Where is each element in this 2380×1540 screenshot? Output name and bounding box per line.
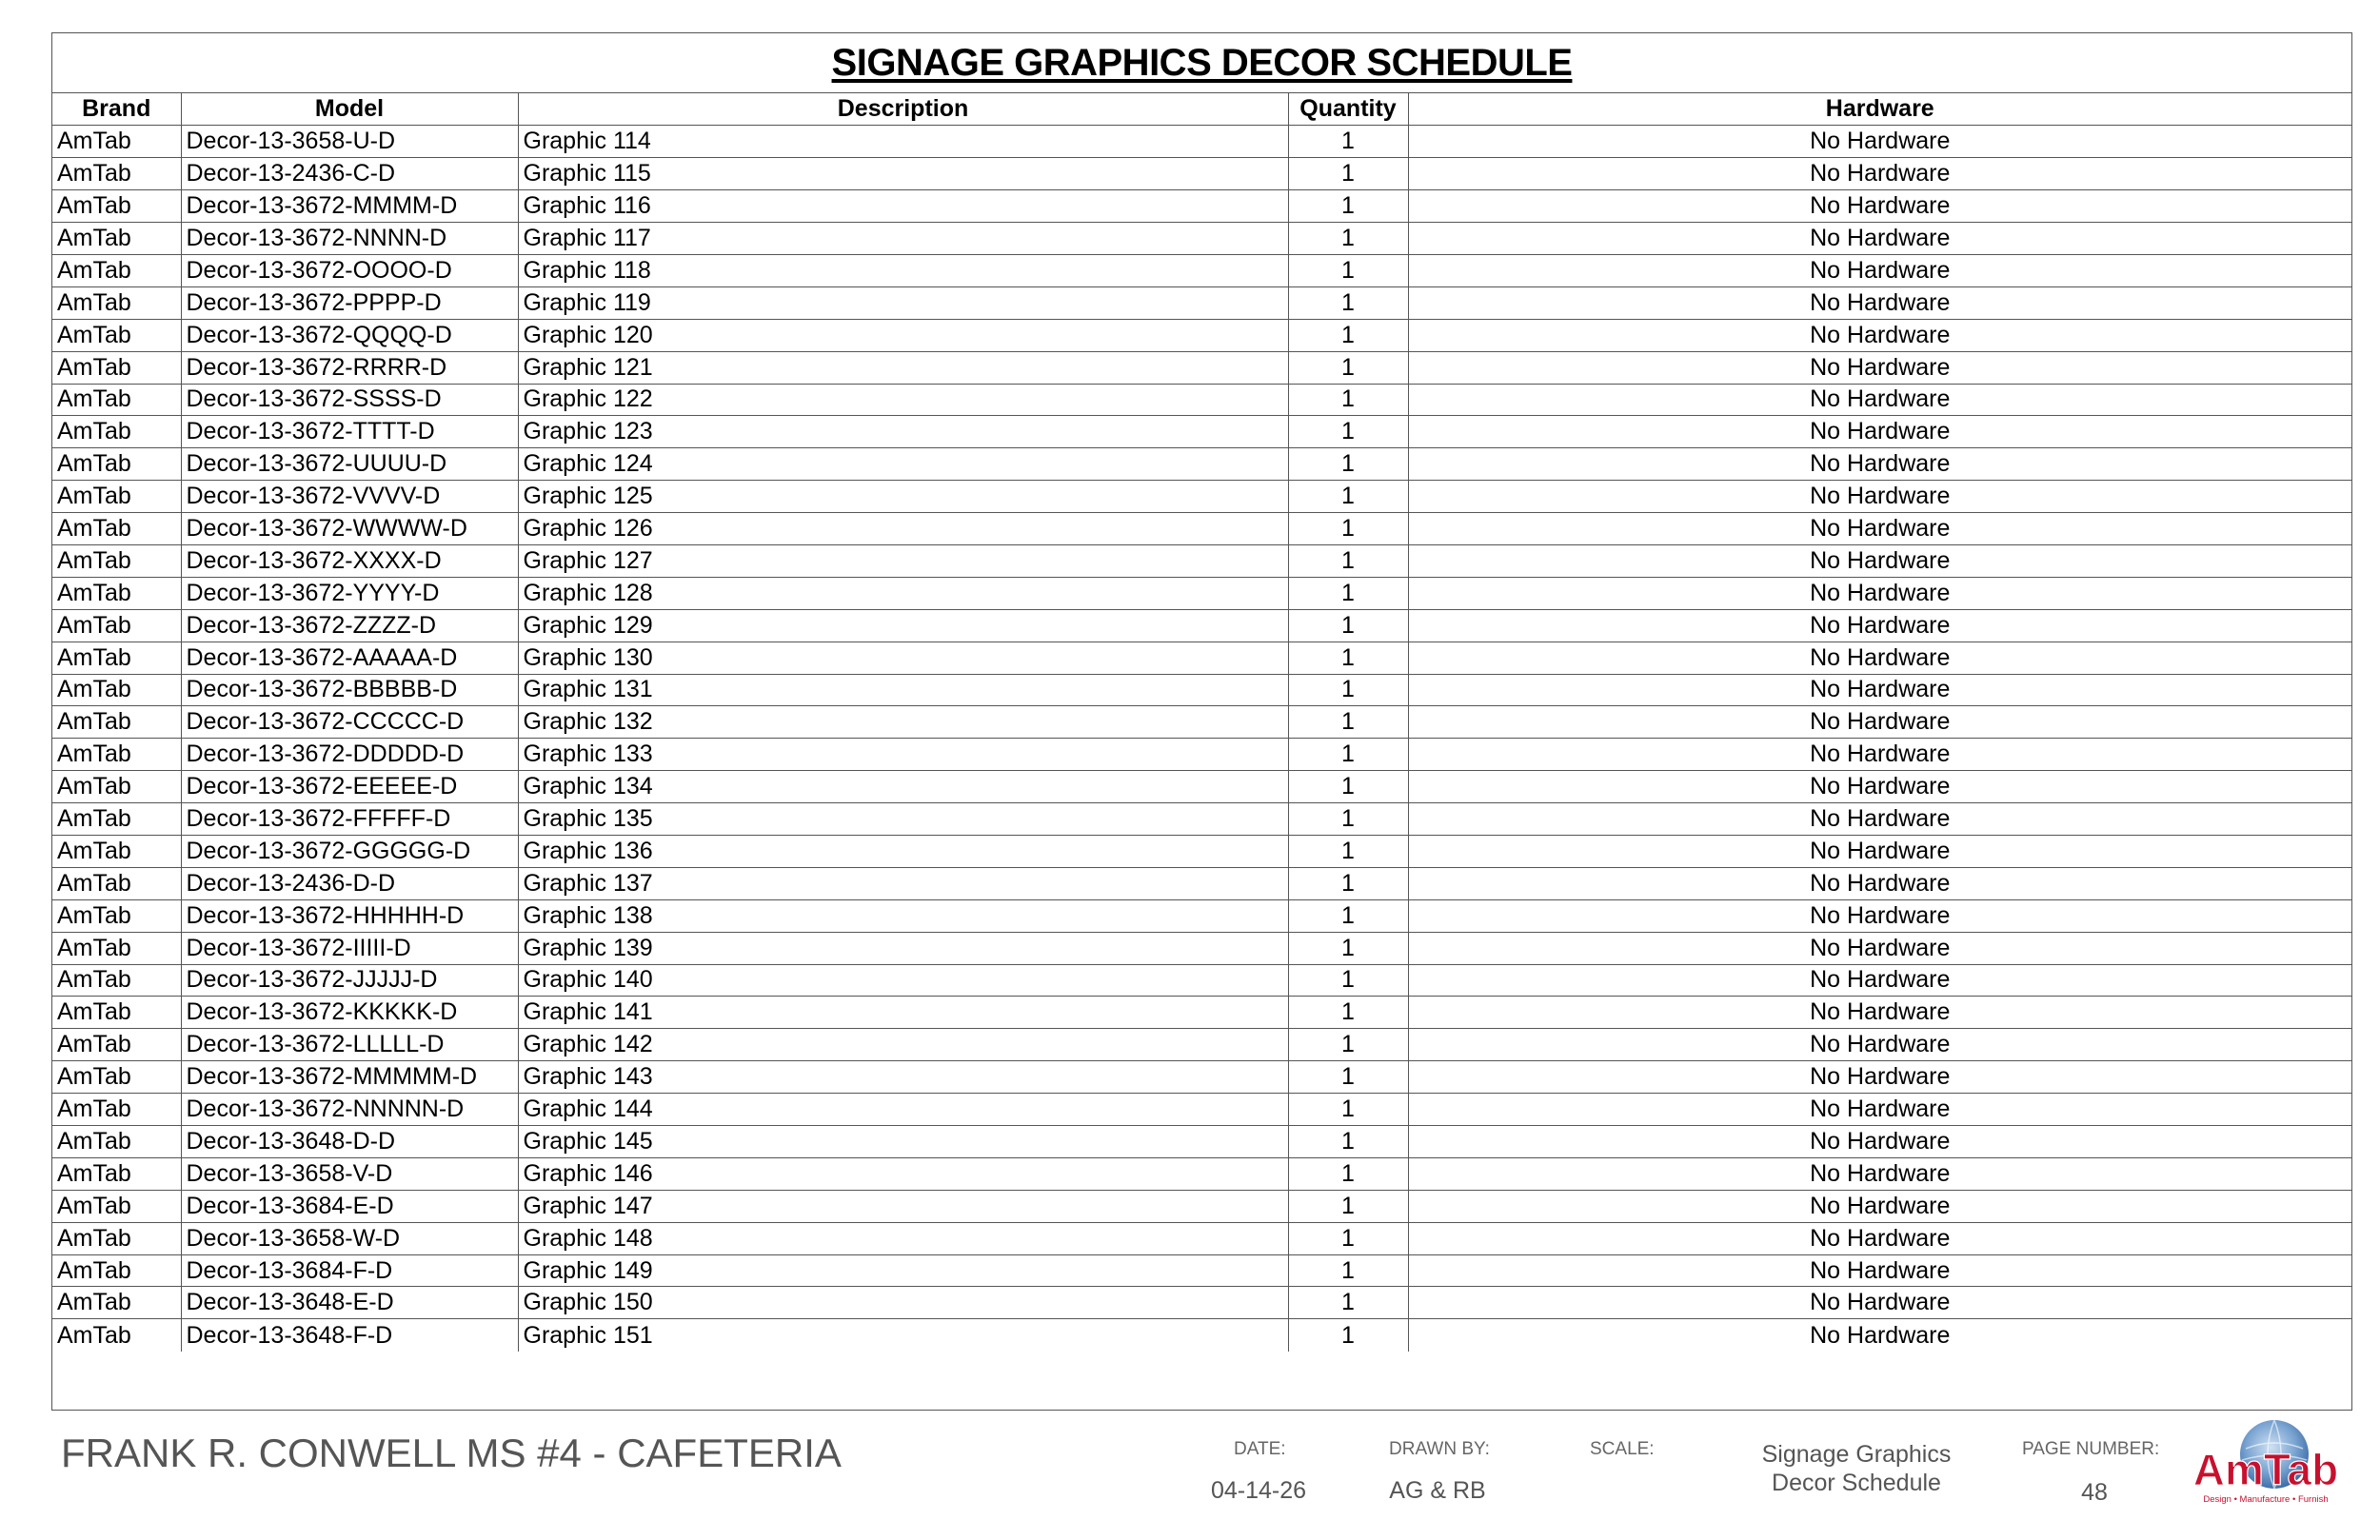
cell-brand: AmTab <box>52 1126 181 1158</box>
column-header-model: Model <box>181 93 518 126</box>
table-row <box>52 739 2351 771</box>
cell-hardware: No Hardware <box>1408 932 2351 964</box>
cell-brand: AmTab <box>52 1190 181 1222</box>
scale-label: SCALE: <box>1590 1439 1655 1459</box>
cell-quantity: 1 <box>1288 1094 1408 1126</box>
cell-quantity: 1 <box>1288 867 1408 899</box>
table-row <box>52 190 2351 223</box>
cell-hardware: No Hardware <box>1408 416 2351 448</box>
cell-hardware: No Hardware <box>1408 190 2351 223</box>
cell-brand: AmTab <box>52 739 181 771</box>
cell-brand: AmTab <box>52 513 181 545</box>
cell-brand: AmTab <box>52 448 181 481</box>
table-row <box>52 1287 2351 1319</box>
cell-quantity: 1 <box>1288 771 1408 803</box>
cell-brand: AmTab <box>52 1094 181 1126</box>
table-row <box>52 351 2351 384</box>
sheet-title-line-1: Signage Graphics <box>1761 1441 1952 1468</box>
table-row <box>52 481 2351 513</box>
cell-quantity: 1 <box>1288 642 1408 674</box>
cell-hardware: No Hardware <box>1408 126 2351 158</box>
cell-quantity: 1 <box>1288 384 1408 416</box>
cell-brand: AmTab <box>52 223 181 255</box>
cell-hardware: No Hardware <box>1408 286 2351 319</box>
drawn-by-label: DRAWN BY: <box>1389 1439 1490 1459</box>
table-row <box>52 1319 2351 1352</box>
cell-hardware: No Hardware <box>1408 771 2351 803</box>
column-header-hardware: Hardware <box>1408 93 2351 126</box>
table-row <box>52 544 2351 577</box>
cell-quantity: 1 <box>1288 544 1408 577</box>
cell-model: Decor-13-3672-MMMMM-D <box>181 1061 518 1094</box>
cell-hardware: No Hardware <box>1408 867 2351 899</box>
cell-hardware: No Hardware <box>1408 803 2351 836</box>
cell-model: Decor-13-3672-XXXX-D <box>181 544 518 577</box>
cell-hardware: No Hardware <box>1408 1157 2351 1190</box>
cell-brand: AmTab <box>52 254 181 286</box>
table-row <box>52 706 2351 739</box>
cell-model: Decor-13-3684-E-D <box>181 1190 518 1222</box>
schedule-table <box>52 93 2351 1352</box>
cell-brand: AmTab <box>52 319 181 351</box>
title-row <box>52 33 2351 93</box>
cell-brand: AmTab <box>52 674 181 706</box>
cell-description: Graphic 130 <box>518 642 1288 674</box>
cell-description: Graphic 137 <box>518 867 1288 899</box>
cell-quantity: 1 <box>1288 481 1408 513</box>
cell-model: Decor-13-3672-GGGGG-D <box>181 835 518 867</box>
table-row <box>52 384 2351 416</box>
cell-description: Graphic 125 <box>518 481 1288 513</box>
cell-quantity: 1 <box>1288 1029 1408 1061</box>
cell-quantity: 1 <box>1288 899 1408 932</box>
cell-brand: AmTab <box>52 1287 181 1319</box>
table-row <box>52 126 2351 158</box>
cell-brand: AmTab <box>52 771 181 803</box>
cell-quantity: 1 <box>1288 674 1408 706</box>
cell-brand: AmTab <box>52 1029 181 1061</box>
table-row <box>52 158 2351 190</box>
cell-model: Decor-13-3672-BBBBB-D <box>181 674 518 706</box>
page-number-value: 48 <box>2081 1479 2108 1506</box>
cell-brand: AmTab <box>52 481 181 513</box>
table-row <box>52 1061 2351 1094</box>
cell-quantity: 1 <box>1288 1157 1408 1190</box>
table-row <box>52 448 2351 481</box>
project-name: FRANK R. CONWELL MS #4 - CAFETERIA <box>61 1431 842 1475</box>
cell-hardware: No Hardware <box>1408 1061 2351 1094</box>
cell-model: Decor-13-3672-RRRR-D <box>181 351 518 384</box>
cell-description: Graphic 122 <box>518 384 1288 416</box>
cell-quantity: 1 <box>1288 997 1408 1029</box>
table-row <box>52 1222 2351 1254</box>
cell-description: Graphic 141 <box>518 997 1288 1029</box>
cell-brand: AmTab <box>52 835 181 867</box>
cell-model: Decor-13-3672-CCCCC-D <box>181 706 518 739</box>
cell-brand: AmTab <box>52 964 181 997</box>
cell-brand: AmTab <box>52 577 181 609</box>
cell-hardware: No Hardware <box>1408 1029 2351 1061</box>
cell-brand: AmTab <box>52 351 181 384</box>
cell-description: Graphic 129 <box>518 609 1288 642</box>
cell-quantity: 1 <box>1288 190 1408 223</box>
cell-quantity: 1 <box>1288 223 1408 255</box>
cell-brand: AmTab <box>52 416 181 448</box>
cell-model: Decor-13-3658-W-D <box>181 1222 518 1254</box>
cell-description: Graphic 149 <box>518 1254 1288 1287</box>
cell-description: Graphic 132 <box>518 706 1288 739</box>
cell-model: Decor-13-3672-SSSS-D <box>181 384 518 416</box>
table-row <box>52 223 2351 255</box>
cell-hardware: No Hardware <box>1408 254 2351 286</box>
cell-hardware: No Hardware <box>1408 706 2351 739</box>
cell-model: Decor-13-3658-U-D <box>181 126 518 158</box>
cell-hardware: No Hardware <box>1408 1126 2351 1158</box>
cell-description: Graphic 147 <box>518 1190 1288 1222</box>
table-row <box>52 286 2351 319</box>
cell-description: Graphic 143 <box>518 1061 1288 1094</box>
cell-description: Graphic 148 <box>518 1222 1288 1254</box>
cell-model: Decor-13-3672-AAAAA-D <box>181 642 518 674</box>
cell-quantity: 1 <box>1288 1190 1408 1222</box>
cell-brand: AmTab <box>52 803 181 836</box>
sheet-title-line-2: Decor Schedule <box>1772 1470 1941 1496</box>
cell-quantity: 1 <box>1288 706 1408 739</box>
cell-hardware: No Hardware <box>1408 997 2351 1029</box>
cell-quantity: 1 <box>1288 932 1408 964</box>
table-row <box>52 932 2351 964</box>
cell-quantity: 1 <box>1288 416 1408 448</box>
table-row <box>52 513 2351 545</box>
cell-hardware: No Hardware <box>1408 1222 2351 1254</box>
cell-description: Graphic 139 <box>518 932 1288 964</box>
header-row <box>52 93 2351 126</box>
cell-model: Decor-13-3672-KKKKK-D <box>181 997 518 1029</box>
cell-hardware: No Hardware <box>1408 513 2351 545</box>
cell-model: Decor-13-3672-IIIII-D <box>181 932 518 964</box>
cell-description: Graphic 136 <box>518 835 1288 867</box>
table-row <box>52 1254 2351 1287</box>
table-row <box>52 1094 2351 1126</box>
cell-description: Graphic 116 <box>518 190 1288 223</box>
cell-quantity: 1 <box>1288 1126 1408 1158</box>
table-row <box>52 1029 2351 1061</box>
cell-description: Graphic 151 <box>518 1319 1288 1352</box>
cell-hardware: No Hardware <box>1408 1319 2351 1352</box>
cell-brand: AmTab <box>52 932 181 964</box>
table-row <box>52 609 2351 642</box>
cell-quantity: 1 <box>1288 803 1408 836</box>
date-value: 04-14-26 <box>1210 1477 1307 1504</box>
cell-description: Graphic 115 <box>518 158 1288 190</box>
cell-hardware: No Hardware <box>1408 481 2351 513</box>
table-row <box>52 416 2351 448</box>
cell-description: Graphic 150 <box>518 1287 1288 1319</box>
cell-model: Decor-13-3672-QQQQ-D <box>181 319 518 351</box>
cell-model: Decor-13-3672-VVVV-D <box>181 481 518 513</box>
logo-wordmark: AmTab <box>2192 1445 2339 1494</box>
cell-hardware: No Hardware <box>1408 351 2351 384</box>
cell-brand: AmTab <box>52 126 181 158</box>
cell-brand: AmTab <box>52 642 181 674</box>
cell-model: Decor-13-3672-NNNN-D <box>181 223 518 255</box>
cell-brand: AmTab <box>52 544 181 577</box>
cell-quantity: 1 <box>1288 964 1408 997</box>
cell-description: Graphic 138 <box>518 899 1288 932</box>
cell-hardware: No Hardware <box>1408 223 2351 255</box>
table-row <box>52 674 2351 706</box>
column-header-brand: Brand <box>52 93 181 126</box>
cell-description: Graphic 142 <box>518 1029 1288 1061</box>
cell-description: Graphic 128 <box>518 577 1288 609</box>
cell-hardware: No Hardware <box>1408 158 2351 190</box>
cell-brand: AmTab <box>52 867 181 899</box>
cell-model: Decor-13-3672-JJJJJ-D <box>181 964 518 997</box>
logo-tagline: Design • Manufacture • Furnish <box>2203 1494 2329 1505</box>
cell-quantity: 1 <box>1288 254 1408 286</box>
cell-model: Decor-13-3672-NNNNN-D <box>181 1094 518 1126</box>
schedule-rows <box>52 126 2351 1352</box>
cell-quantity: 1 <box>1288 609 1408 642</box>
cell-brand: AmTab <box>52 1157 181 1190</box>
cell-description: Graphic 134 <box>518 771 1288 803</box>
cell-model: Decor-13-3672-HHHHH-D <box>181 899 518 932</box>
cell-quantity: 1 <box>1288 1254 1408 1287</box>
cell-hardware: No Hardware <box>1408 319 2351 351</box>
schedule-title: SIGNAGE GRAPHICS DECOR SCHEDULE <box>831 41 1573 84</box>
cell-description: Graphic 146 <box>518 1157 1288 1190</box>
cell-model: Decor-13-3672-FFFFF-D <box>181 803 518 836</box>
cell-brand: AmTab <box>52 1254 181 1287</box>
cell-hardware: No Hardware <box>1408 674 2351 706</box>
table-row <box>52 835 2351 867</box>
cell-hardware: No Hardware <box>1408 739 2351 771</box>
table-row <box>52 803 2351 836</box>
table-row <box>52 867 2351 899</box>
cell-model: Decor-13-3672-ZZZZ-D <box>181 609 518 642</box>
cell-hardware: No Hardware <box>1408 1094 2351 1126</box>
table-row <box>52 1126 2351 1158</box>
cell-model: Decor-13-3672-OOOO-D <box>181 254 518 286</box>
cell-brand: AmTab <box>52 1319 181 1352</box>
cell-quantity: 1 <box>1288 1319 1408 1352</box>
cell-brand: AmTab <box>52 1222 181 1254</box>
cell-description: Graphic 119 <box>518 286 1288 319</box>
cell-description: Graphic 127 <box>518 544 1288 577</box>
cell-brand: AmTab <box>52 706 181 739</box>
cell-quantity: 1 <box>1288 739 1408 771</box>
cell-quantity: 1 <box>1288 351 1408 384</box>
cell-quantity: 1 <box>1288 1222 1408 1254</box>
cell-quantity: 1 <box>1288 126 1408 158</box>
cell-brand: AmTab <box>52 1061 181 1094</box>
cell-hardware: No Hardware <box>1408 642 2351 674</box>
table-row <box>52 1157 2351 1190</box>
cell-hardware: No Hardware <box>1408 448 2351 481</box>
cell-brand: AmTab <box>52 286 181 319</box>
page-number-label: PAGE NUMBER: <box>2022 1439 2160 1459</box>
cell-model: Decor-13-3672-TTTT-D <box>181 416 518 448</box>
cell-description: Graphic 118 <box>518 254 1288 286</box>
cell-brand: AmTab <box>52 384 181 416</box>
cell-description: Graphic 124 <box>518 448 1288 481</box>
cell-model: Decor-13-3672-LLLLL-D <box>181 1029 518 1061</box>
cell-description: Graphic 144 <box>518 1094 1288 1126</box>
cell-description: Graphic 140 <box>518 964 1288 997</box>
cell-quantity: 1 <box>1288 1061 1408 1094</box>
cell-description: Graphic 131 <box>518 674 1288 706</box>
column-header-quantity: Quantity <box>1288 93 1408 126</box>
cell-hardware: No Hardware <box>1408 835 2351 867</box>
cell-model: Decor-13-3648-E-D <box>181 1287 518 1319</box>
table-row <box>52 319 2351 351</box>
table-row <box>52 254 2351 286</box>
cell-quantity: 1 <box>1288 1287 1408 1319</box>
cell-hardware: No Hardware <box>1408 1190 2351 1222</box>
cell-model: Decor-13-3672-MMMM-D <box>181 190 518 223</box>
cell-model: Decor-13-2436-D-D <box>181 867 518 899</box>
table-row <box>52 642 2351 674</box>
cell-hardware: No Hardware <box>1408 1254 2351 1287</box>
cell-description: Graphic 145 <box>518 1126 1288 1158</box>
cell-model: Decor-13-3672-PPPP-D <box>181 286 518 319</box>
cell-model: Decor-13-2436-C-D <box>181 158 518 190</box>
table-row <box>52 1190 2351 1222</box>
cell-quantity: 1 <box>1288 513 1408 545</box>
cell-quantity: 1 <box>1288 286 1408 319</box>
cell-model: Decor-13-3658-V-D <box>181 1157 518 1190</box>
cell-description: Graphic 120 <box>518 319 1288 351</box>
cell-hardware: No Hardware <box>1408 609 2351 642</box>
cell-model: Decor-13-3648-D-D <box>181 1126 518 1158</box>
table-row <box>52 577 2351 609</box>
cell-hardware: No Hardware <box>1408 899 2351 932</box>
cell-quantity: 1 <box>1288 448 1408 481</box>
table-row <box>52 964 2351 997</box>
cell-brand: AmTab <box>52 899 181 932</box>
cell-description: Graphic 117 <box>518 223 1288 255</box>
cell-description: Graphic 135 <box>518 803 1288 836</box>
table-row <box>52 771 2351 803</box>
cell-hardware: No Hardware <box>1408 1287 2351 1319</box>
amtab-logo <box>2187 1416 2345 1508</box>
cell-quantity: 1 <box>1288 158 1408 190</box>
cell-description: Graphic 133 <box>518 739 1288 771</box>
cell-quantity: 1 <box>1288 577 1408 609</box>
column-header-description: Description <box>518 93 1288 126</box>
cell-hardware: No Hardware <box>1408 544 2351 577</box>
table-row <box>52 997 2351 1029</box>
cell-quantity: 1 <box>1288 835 1408 867</box>
cell-description: Graphic 126 <box>518 513 1288 545</box>
cell-hardware: No Hardware <box>1408 577 2351 609</box>
cell-hardware: No Hardware <box>1408 384 2351 416</box>
cell-model: Decor-13-3648-F-D <box>181 1319 518 1352</box>
drawn-by-value: AG & RB <box>1389 1477 1486 1504</box>
cell-brand: AmTab <box>52 190 181 223</box>
cell-brand: AmTab <box>52 158 181 190</box>
cell-description: Graphic 123 <box>518 416 1288 448</box>
cell-model: Decor-13-3672-EEEEE-D <box>181 771 518 803</box>
cell-hardware: No Hardware <box>1408 964 2351 997</box>
cell-brand: AmTab <box>52 997 181 1029</box>
cell-model: Decor-13-3672-UUUU-D <box>181 448 518 481</box>
cell-brand: AmTab <box>52 609 181 642</box>
schedule-sheet <box>51 32 2352 1411</box>
cell-model: Decor-13-3672-YYYY-D <box>181 577 518 609</box>
table-row <box>52 899 2351 932</box>
cell-description: Graphic 121 <box>518 351 1288 384</box>
cell-quantity: 1 <box>1288 319 1408 351</box>
cell-model: Decor-13-3672-WWWW-D <box>181 513 518 545</box>
date-label: DATE: <box>1234 1439 1286 1459</box>
cell-model: Decor-13-3684-F-D <box>181 1254 518 1287</box>
cell-description: Graphic 114 <box>518 126 1288 158</box>
cell-model: Decor-13-3672-DDDDD-D <box>181 739 518 771</box>
